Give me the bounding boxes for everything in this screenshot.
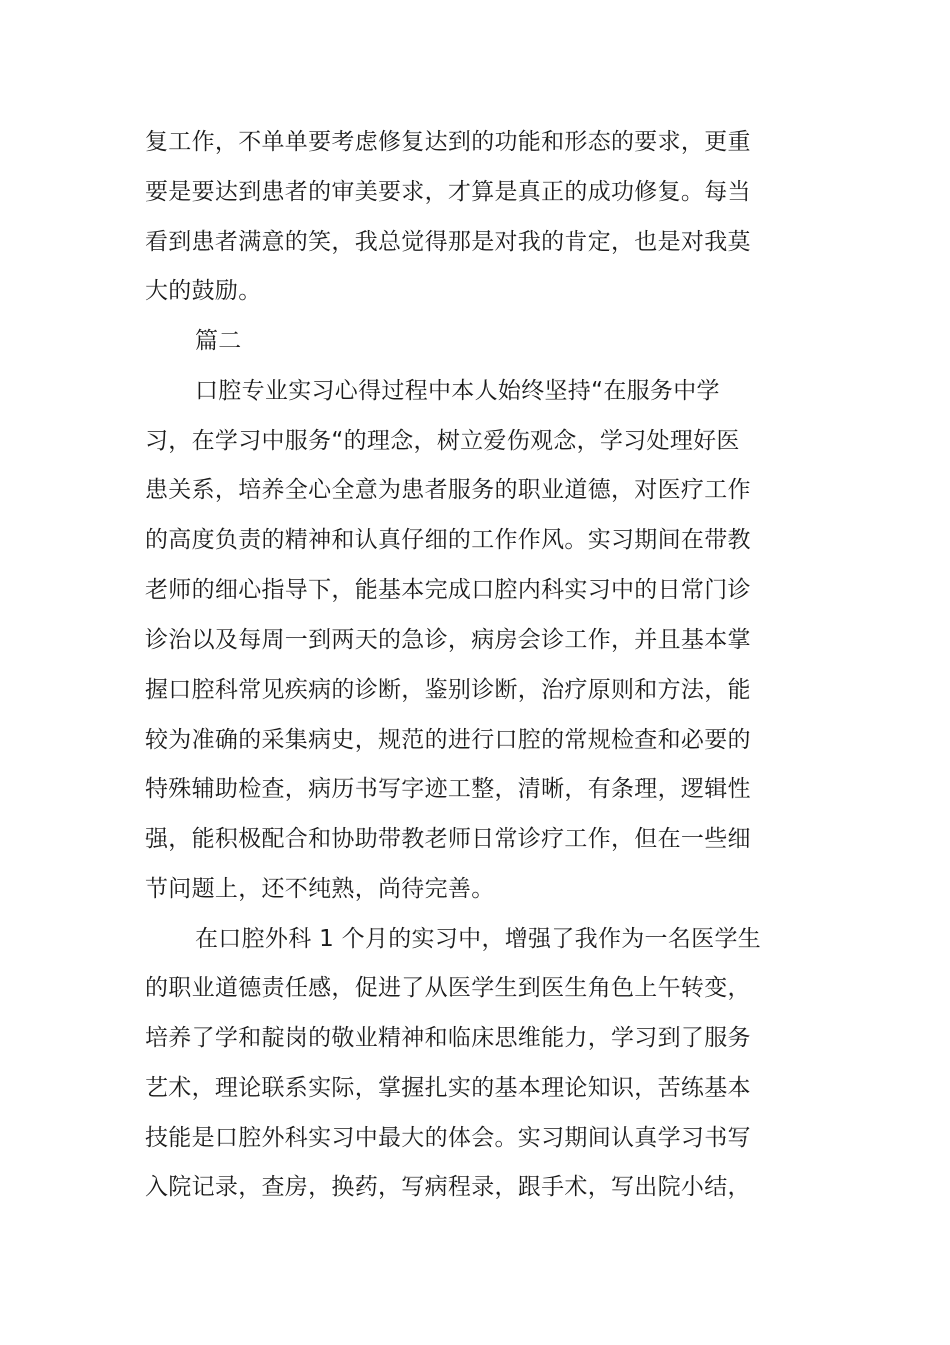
text-line: 的高度负责的精神和认真仔细的工作作风。实习期间在带教 — [145, 527, 751, 553]
text-line: 老师的细心指导下，能基本完成口腔内科实习中的日常门诊 — [145, 577, 751, 603]
text-line: 节问题上，还不纯熟，尚待完善。 — [145, 876, 495, 902]
text-line: 特殊辅助检查，病历书写字迹工整，清晰，有条理，逻辑性 — [145, 776, 751, 802]
text-line: 较为准确的采集病史，规范的进行口腔的常规检查和必要的 — [145, 727, 751, 753]
text-line: 在口腔外科 1 个月的实习中，增强了我作为一名医学生 — [195, 926, 762, 952]
text-line: 看到患者满意的笑，我总觉得那是对我的肯定，也是对我莫 — [145, 229, 751, 255]
text-line: 培养了学和靛岗的敬业精神和临床思维能力，学习到了服务 — [145, 1025, 751, 1051]
text-line: 口腔专业实习心得过程中本人始终坚持“在服务中学 — [195, 378, 720, 404]
text-line: 握口腔科常见疾病的诊断，鉴别诊断，治疗原则和方法，能 — [145, 677, 751, 703]
text-line: 复工作，不单单要考虑修复达到的功能和形态的要求，更重 — [145, 129, 751, 155]
text-line: 强，能积极配合和协助带教老师日常诊疗工作，但在一些细 — [145, 826, 751, 852]
text-line: 技能是口腔外科实习中最大的体会。实习期间认真学习书写 — [145, 1125, 751, 1151]
text-line: 要是要达到患者的审美要求，才算是真正的成功修复。每当 — [145, 179, 751, 205]
text-line: 患关系，培养全心全意为患者服务的职业道德，对医疗工作 — [145, 477, 751, 503]
section-heading: 篇二 — [195, 328, 242, 354]
text-line: 诊治以及每周一到两天的急诊，病房会诊工作，并且基本掌 — [145, 627, 751, 653]
text-line: 入院记录，查房，换药，写病程录，跟手术，写出院小结， — [145, 1174, 751, 1200]
text-line: 习，在学习中服务“的理念，树立爱伤观念，学习处理好医 — [145, 428, 740, 454]
text-line: 大的鼓励。 — [145, 278, 262, 304]
text-line: 的职业道德责任感，促进了从医学生到医生角色上午转变， — [145, 975, 751, 1001]
text-line: 艺术，理论联系实际，掌握扎实的基本理论知识，苦练基本 — [145, 1075, 751, 1101]
